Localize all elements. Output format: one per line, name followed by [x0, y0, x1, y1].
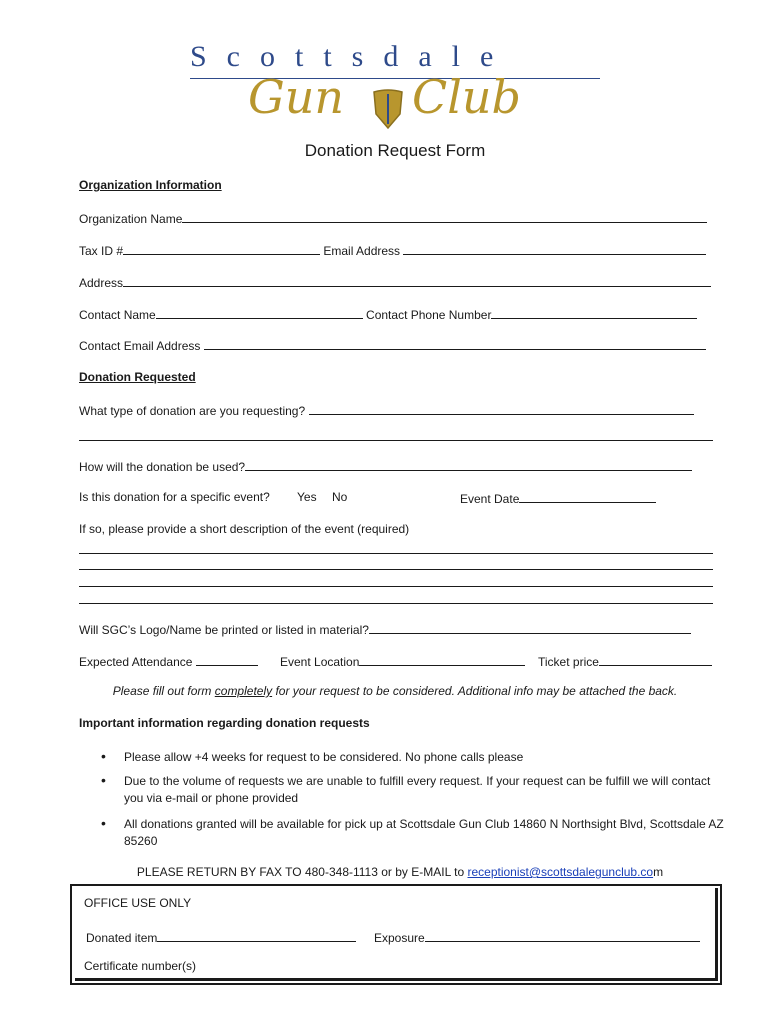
donation-use-row: [79, 458, 692, 474]
contact-email-field[interactable]: [204, 337, 706, 350]
address-row: [79, 274, 711, 290]
address-label: Address: [79, 276, 124, 290]
return-text: PLEASE RETURN BY FAX TO 480-348-1113 or by E-MAIL to: [136, 865, 468, 879]
ticket-price-label: Ticket price: [538, 655, 599, 669]
email-address-field[interactable]: [403, 242, 706, 255]
important-heading: Important information regarding donation requests: [79, 716, 370, 730]
event-date-row: [460, 490, 656, 506]
event-description-line-2[interactable]: [79, 569, 713, 570]
event-date-field[interactable]: [519, 490, 656, 503]
attendance-row: [79, 653, 258, 669]
address-field[interactable]: [123, 274, 711, 287]
donation-use-field[interactable]: [245, 458, 692, 471]
certificate-label: Certificate number(s): [84, 959, 197, 973]
note-text-before: Please fill out form: [112, 684, 215, 698]
ticket-price-field[interactable]: [599, 653, 712, 666]
event-description-label: If so, please provide a short description of the event (required): [79, 522, 410, 536]
event-question-row: [79, 490, 270, 504]
logo-question-field[interactable]: [369, 621, 691, 634]
contact-phone-label: Contact Phone Number: [366, 308, 492, 322]
ticket-price-row: [538, 653, 712, 669]
org-name-label: Organization Name: [79, 212, 183, 226]
contact-row: [79, 306, 697, 322]
logo-question-label: Will SGC’s Logo/Name be printed or listed in material?: [79, 623, 369, 637]
tax-id-label: Tax ID #: [79, 244, 124, 258]
shield-icon: [370, 88, 406, 130]
event-no-option[interactable]: No: [332, 490, 348, 504]
tax-email-row: [79, 242, 706, 258]
section-heading-donation: Donation Requested: [79, 370, 196, 384]
donation-type-row: [79, 402, 694, 418]
event-question-label: Is this donation for a specific event?: [79, 490, 270, 504]
contact-email-row: [79, 337, 706, 353]
attendance-field[interactable]: [196, 653, 258, 666]
donated-item-field[interactable]: [157, 929, 356, 942]
donated-item-row: [86, 929, 356, 945]
return-instructions: [0, 865, 770, 879]
logo-script-right: Club: [412, 70, 521, 124]
bullet-icon: •: [101, 772, 106, 788]
office-use-heading: OFFICE USE ONLY: [84, 896, 192, 910]
org-name-row: [79, 210, 707, 226]
logo-wordmark: Scottsdale: [190, 40, 514, 73]
donated-item-label: Donated item: [86, 931, 158, 945]
email-address-label: Email Address: [323, 244, 401, 258]
email-link[interactable]: receptionist@scottsdalegunclub.co: [467, 865, 654, 879]
bullet-icon: •: [101, 815, 106, 831]
location-field[interactable]: [359, 653, 525, 666]
tax-id-field[interactable]: [123, 242, 320, 255]
org-name-field[interactable]: [182, 210, 707, 223]
form-title: Donation Request Form: [304, 141, 486, 160]
event-date-label: Event Date: [460, 492, 520, 506]
logo-script-left: Gun: [248, 70, 344, 124]
important-item-1: Please allow +4 weeks for request to be considered. No phone calls please: [124, 750, 524, 764]
contact-email-label: Contact Email Address: [79, 339, 201, 353]
exposure-row: [374, 929, 700, 945]
bullet-icon: •: [101, 748, 106, 764]
contact-phone-field[interactable]: [491, 306, 697, 319]
donation-type-field[interactable]: [309, 402, 694, 415]
contact-name-field[interactable]: [156, 306, 363, 319]
note-text-after: for your request to be considered. Additional info may be attached the back.: [272, 684, 678, 698]
important-item-2: Due to the volume of requests we are unable to fulfill every request. If your request can be fulfill we will contact you via e-mail or phone provided: [124, 774, 711, 805]
location-row: [280, 653, 525, 669]
location-label: Event Location: [280, 655, 360, 669]
attendance-label: Expected Attendance: [79, 655, 193, 669]
donation-type-field-line2[interactable]: [79, 440, 713, 441]
completion-note: [0, 684, 770, 698]
return-trail: m: [653, 865, 664, 879]
exposure-label: Exposure: [374, 931, 425, 945]
logo-question-row: [79, 621, 691, 637]
exposure-field[interactable]: [425, 929, 700, 942]
event-description-line-3[interactable]: [79, 586, 713, 587]
contact-name-label: Contact Name: [79, 308, 156, 322]
note-emphasis: completely: [214, 684, 273, 698]
event-description-line-1[interactable]: [79, 553, 713, 554]
event-description-line-4[interactable]: [79, 603, 713, 604]
section-heading-organization: Organization Information: [79, 178, 222, 192]
event-yes-option[interactable]: Yes: [297, 490, 317, 504]
donation-type-label: What type of donation are you requesting?: [79, 404, 306, 418]
important-item-3: All donations granted will be available for pick up at Scottsdale Gun Club 14860 N Northsight Blvd, Scottsdale AZ 85260: [124, 817, 724, 848]
donation-use-label: How will the donation be used?: [79, 460, 246, 474]
